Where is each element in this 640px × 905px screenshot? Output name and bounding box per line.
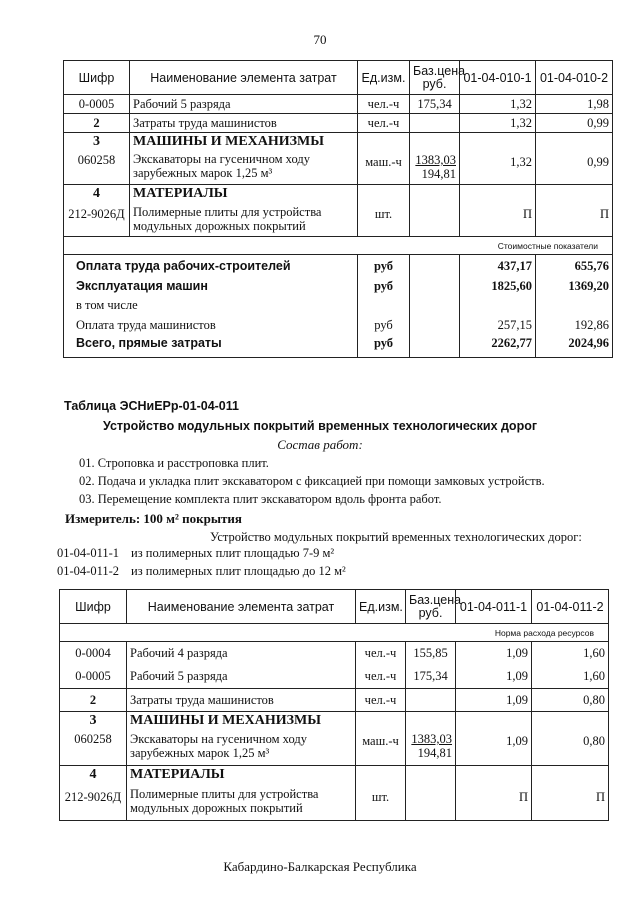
work-item: 01-04-011-2 из полимерных плит площадью до 12 м² [57, 564, 346, 578]
cost-unit: руб [358, 255, 410, 277]
table-row-materials [60, 766, 609, 821]
cost-row [64, 255, 613, 277]
table-row-materials [64, 185, 613, 237]
cell-a: 1,09 [456, 712, 532, 766]
norm-header: Норма расхода ресурсов [60, 624, 609, 642]
table-row-machines [60, 712, 609, 766]
cost-header: Стоимостные показатели [64, 237, 613, 255]
cost-unit: руб [358, 336, 410, 358]
table-row [60, 642, 609, 665]
section-title: Устройство модульных покрытий временных технологических дорог [102, 419, 538, 433]
cost-row [64, 314, 613, 336]
cell-price: 1383,03 194,81 [410, 133, 460, 185]
cost-name: в том числе [64, 296, 358, 314]
table-row [64, 95, 613, 114]
col-header-unit: Ед.изм. [356, 590, 406, 624]
cell-name: МАТЕРИАЛЫ Полимерные плиты для устройства модульных дорожных покрытий [127, 766, 356, 821]
cost-b [536, 296, 613, 314]
cell-code: 0-0005 [60, 665, 127, 689]
cell-unit: чел.-ч [356, 689, 406, 712]
cell-code: 4 212-9026Д [64, 185, 130, 237]
table-label: Таблица ЭСНиЕРр-01-04-011 [64, 399, 239, 413]
cell-a: 1,09 [456, 642, 532, 665]
cell-price: 1383,03 194,81 [406, 712, 456, 766]
cost-price [410, 277, 460, 296]
table-2 [59, 589, 609, 821]
cell-unit: чел.-ч [356, 665, 406, 689]
composition-heading: Состав работ: [277, 437, 363, 452]
table-header-row [64, 61, 613, 95]
col-header-a: 01-04-011-1 [456, 590, 532, 624]
col-header-code: Шифр [64, 61, 130, 95]
table-1 [63, 60, 613, 358]
col-header-price: Баз.цена руб. [410, 61, 460, 95]
work-step: 02. Подача и укладка плит экскаватором с фиксацией при помощи замковых устройств. [79, 474, 545, 488]
table-row-machines [64, 133, 613, 185]
cost-header-row [64, 237, 613, 255]
cell-price [406, 689, 456, 712]
table-row [60, 665, 609, 689]
cost-a: 2262,77 [460, 336, 536, 358]
cell-code: 2 [60, 689, 127, 712]
cost-b: 655,76 [536, 255, 613, 277]
col-header-name: Наименование элемента затрат [130, 61, 358, 95]
col-header-name: Наименование элемента затрат [127, 590, 356, 624]
cell-name: Затраты труда машинистов [127, 689, 356, 712]
cell-b: П [532, 766, 609, 821]
cost-name: Эксплуатация машин [64, 277, 358, 296]
cell-name: МАШИНЫ И МЕХАНИЗМЫ Экскаваторы на гусеничном ходу зарубежных марок 1,25 м³ [127, 712, 356, 766]
cell-code: 3 060258 [64, 133, 130, 185]
cost-a [460, 296, 536, 314]
col-header-b: 01-04-010-2 [536, 61, 613, 95]
col-header-a: 01-04-010-1 [460, 61, 536, 95]
cell-unit: чел.-ч [356, 642, 406, 665]
cell-unit: маш.-ч [356, 712, 406, 766]
cost-b: 1369,20 [536, 277, 613, 296]
cost-b: 2024,96 [536, 336, 613, 358]
cost-b: 192,86 [536, 314, 613, 336]
cell-unit: шт. [358, 185, 410, 237]
work-intro: Устройство модульных покрытий временных технологических дорог: [210, 530, 582, 544]
norm-header-row [60, 624, 609, 642]
cell-price [410, 114, 460, 133]
measure-unit: Измеритель: 100 м² покрытия [65, 511, 242, 526]
cell-name: Затраты труда машинистов [130, 114, 358, 133]
cell-code: 0-0005 [64, 95, 130, 114]
cell-b: 0,99 [536, 133, 613, 185]
work-step: 01. Строповка и расстроповка плит. [79, 456, 269, 470]
cell-code: 2 [64, 114, 130, 133]
cell-name: Рабочий 5 разряда [127, 665, 356, 689]
page-number: 70 [313, 32, 327, 47]
cost-name: Оплата труда рабочих-строителей [64, 255, 358, 277]
cell-a: П [456, 766, 532, 821]
cell-a: 1,32 [460, 95, 536, 114]
col-header-b: 01-04-011-2 [532, 590, 609, 624]
table-row [60, 689, 609, 712]
cost-a: 437,17 [460, 255, 536, 277]
col-header-price: Баз.цена руб. [406, 590, 456, 624]
cell-code: 4 212-9026Д [60, 766, 127, 821]
cost-unit: руб [358, 314, 410, 336]
footer-region: Кабардино-Балкарская Республика [223, 859, 417, 874]
col-header-code: Шифр [60, 590, 127, 624]
cost-price [410, 336, 460, 358]
table-row [64, 114, 613, 133]
cell-unit: чел.-ч [358, 95, 410, 114]
cost-row [64, 296, 613, 314]
cell-name: МАТЕРИАЛЫ Полимерные плиты для устройства модульных дорожных покрытий [130, 185, 358, 237]
cost-name: Оплата труда машинистов [64, 314, 358, 336]
cell-code: 0-0004 [60, 642, 127, 665]
cost-a: 257,15 [460, 314, 536, 336]
cell-price: 175,34 [406, 665, 456, 689]
cell-b: 0,99 [536, 114, 613, 133]
cell-unit: маш.-ч [358, 133, 410, 185]
cost-name: Всего, прямые затраты [64, 336, 358, 358]
cell-price [410, 185, 460, 237]
cell-b: 1,60 [532, 642, 609, 665]
cell-price [406, 766, 456, 821]
cost-row [64, 336, 613, 358]
cell-b: 1,60 [532, 665, 609, 689]
cost-unit [358, 296, 410, 314]
cost-unit: руб [358, 277, 410, 296]
cost-row [64, 277, 613, 296]
cost-price [410, 314, 460, 336]
cost-price [410, 255, 460, 277]
cell-price: 155,85 [406, 642, 456, 665]
cell-code: 3 060258 [60, 712, 127, 766]
col-header-unit: Ед.изм. [358, 61, 410, 95]
work-step: 03. Перемещение комплекта плит экскаватором вдоль фронта работ. [79, 492, 442, 506]
cost-a: 1825,60 [460, 277, 536, 296]
cost-price [410, 296, 460, 314]
cell-b: П [536, 185, 613, 237]
cell-price: 175,34 [410, 95, 460, 114]
cell-name: Рабочий 4 разряда [127, 642, 356, 665]
work-item: 01-04-011-1 из полимерных плит площадью 7-9 м² [57, 546, 335, 560]
cell-unit: чел.-ч [358, 114, 410, 133]
cell-a: 1,09 [456, 665, 532, 689]
cell-b: 1,98 [536, 95, 613, 114]
cell-a: 1,32 [460, 114, 536, 133]
cell-unit: шт. [356, 766, 406, 821]
cell-a: 1,09 [456, 689, 532, 712]
cell-a: 1,32 [460, 133, 536, 185]
cell-name: Рабочий 5 разряда [130, 95, 358, 114]
cell-a: П [460, 185, 536, 237]
cell-b: 0,80 [532, 689, 609, 712]
cell-b: 0,80 [532, 712, 609, 766]
table-header-row [60, 590, 609, 624]
cell-name: МАШИНЫ И МЕХАНИЗМЫ Экскаваторы на гусеничном ходу зарубежных марок 1,25 м³ [130, 133, 358, 185]
